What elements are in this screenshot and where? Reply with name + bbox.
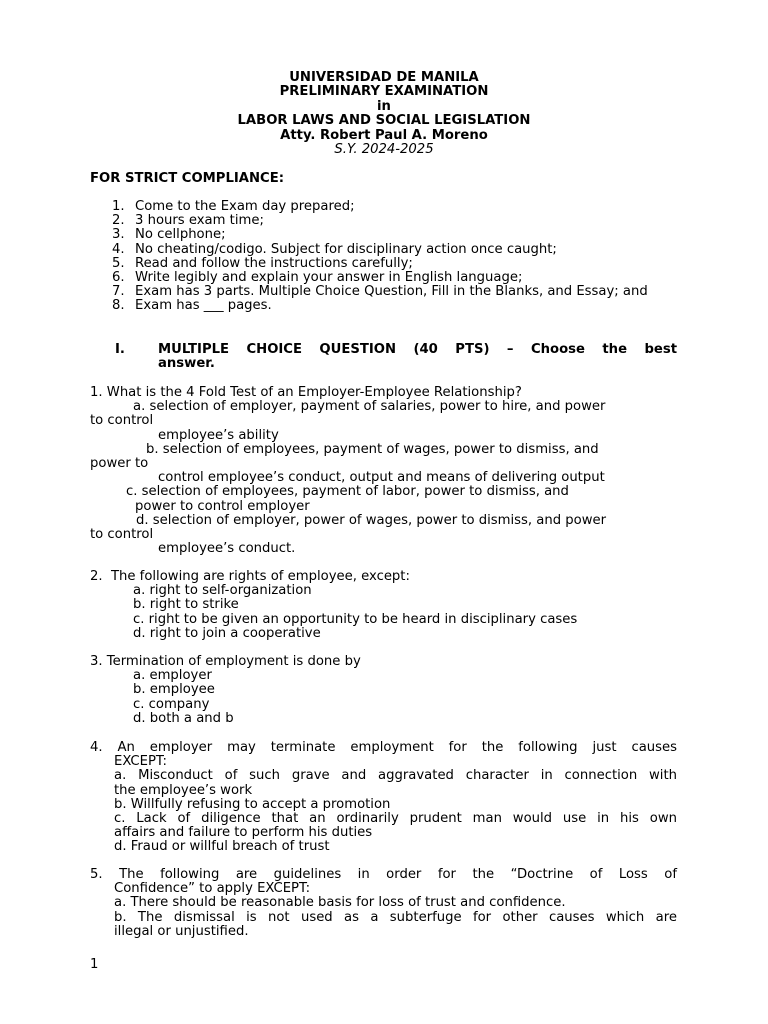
choice-a: a. Misconduct of such grave and aggravated character in connection with — [114, 768, 677, 784]
compliance-rules-list — [90, 200, 677, 314]
choice-a: a. right to self-organization — [133, 583, 312, 599]
rule-item: 1. Come to the Exam day prepared; — [112, 199, 355, 214]
section-number: I. — [115, 342, 125, 357]
choice-d: d. selection of employer, power of wages, power to dismiss, and power — [136, 512, 607, 528]
rule-item: 5. Read and follow the instructions carefully; — [112, 255, 413, 271]
question-stem: 3. Termination of employment is done by — [90, 654, 361, 669]
choice-b-cont: power to — [90, 456, 149, 472]
choice-a-cont: the employee’s work — [114, 782, 253, 798]
choice-d: d. Fraud or willful breach of trust — [114, 839, 330, 855]
question-stem-cont: Confidence” to apply EXCEPT: — [114, 881, 311, 897]
choice-c: c. Lack of diligence that an ordinarily prudent man would use in his own — [114, 811, 677, 827]
choice-c: c. selection of employees, payment of labor, power to dismiss, and — [126, 484, 569, 500]
rule-item: 3. No cellphone; — [112, 227, 226, 243]
question-stem-cont: EXCEPT: — [114, 754, 167, 770]
choice-b: b. The dismissal is not used as a subterfuge for other causes which are — [114, 909, 677, 925]
rule-item: 2. 3 hours exam time; — [112, 213, 264, 229]
choice-d-cont: to control — [90, 527, 154, 543]
question-3 — [90, 655, 677, 726]
rule-item: 4. No cheating/codigo. Subject for disciplinary action once caught; — [112, 241, 557, 257]
subject-title: LABOR LAWS AND SOCIAL LEGISLATION — [237, 113, 531, 129]
choice-b-cont: control employee’s conduct, output and means of delivering output — [158, 470, 605, 486]
school-year: S.Y. 2024-2025 — [334, 142, 434, 158]
question-stem: 1. What is the 4 Fold Test of an Employer-Employee Relationship? — [90, 385, 522, 400]
choice-a: a. There should be reasonable basis for loss of trust and confidence. — [114, 895, 566, 911]
exam-title: PRELIMINARY EXAMINATION — [279, 84, 489, 100]
choice-c-cont: power to control employer — [135, 498, 310, 514]
compliance-heading: FOR STRICT COMPLIANCE: — [90, 171, 284, 186]
section-title-line: MULTIPLE CHOICE QUESTION (40 PTS) – Choose the best — [158, 342, 677, 357]
choice-c: c. right to be given an opportunity to be heard in disciplinary cases — [133, 611, 578, 627]
choice-d: d. right to join a cooperative — [133, 625, 321, 641]
choice-a: a. employer — [133, 668, 212, 684]
choice-b: b. selection of employees, payment of wages, power to dismiss, and — [146, 441, 599, 457]
choice-b: b. Willfully refusing to accept a promotion — [114, 796, 391, 812]
choice-d-cont: employee’s conduct. — [158, 541, 296, 557]
page-number: 1 — [90, 957, 99, 972]
instructor-name: Atty. Robert Paul A. Moreno — [280, 127, 488, 143]
in-label: in — [377, 98, 391, 114]
question-2 — [90, 570, 677, 641]
choice-a: a. selection of employer, payment of salaries, power to hire, and power — [133, 399, 606, 415]
rule-item: 6. Write legibly and explain your answer in English language; — [112, 270, 523, 286]
choice-a-cont: employee’s ability — [158, 427, 279, 443]
choice-c: c. company — [133, 696, 210, 712]
choice-b: b. right to strike — [133, 597, 239, 613]
rule-item: 8. Exam has ___ pages. — [112, 298, 272, 314]
choice-b-cont: illegal or unjustified. — [114, 923, 249, 939]
question-1 — [90, 386, 677, 556]
choice-d: d. both a and b — [133, 710, 234, 726]
rule-item: 7. Exam has 3 parts. Multiple Choice Question, Fill in the Blanks, and Essay; and — [112, 284, 648, 300]
question-5 — [90, 868, 677, 939]
choice-a-cont: to control — [90, 413, 154, 429]
choice-c-cont: affairs and failure to perform his duties — [114, 825, 373, 841]
question-stem: 5. The following are guidelines in order for the “Doctrine of Loss of — [90, 867, 677, 882]
question-4 — [90, 741, 677, 855]
exam-header — [0, 71, 768, 157]
choice-b: b. employee — [133, 682, 215, 698]
question-stem: 2. The following are rights of employee, except: — [90, 569, 410, 584]
section-heading — [90, 343, 677, 371]
school-name: UNIVERSIDAD DE MANILA — [289, 70, 479, 85]
question-stem: 4. An employer may terminate employment for the following just causes — [90, 740, 677, 755]
section-title-line: answer. — [158, 356, 215, 372]
